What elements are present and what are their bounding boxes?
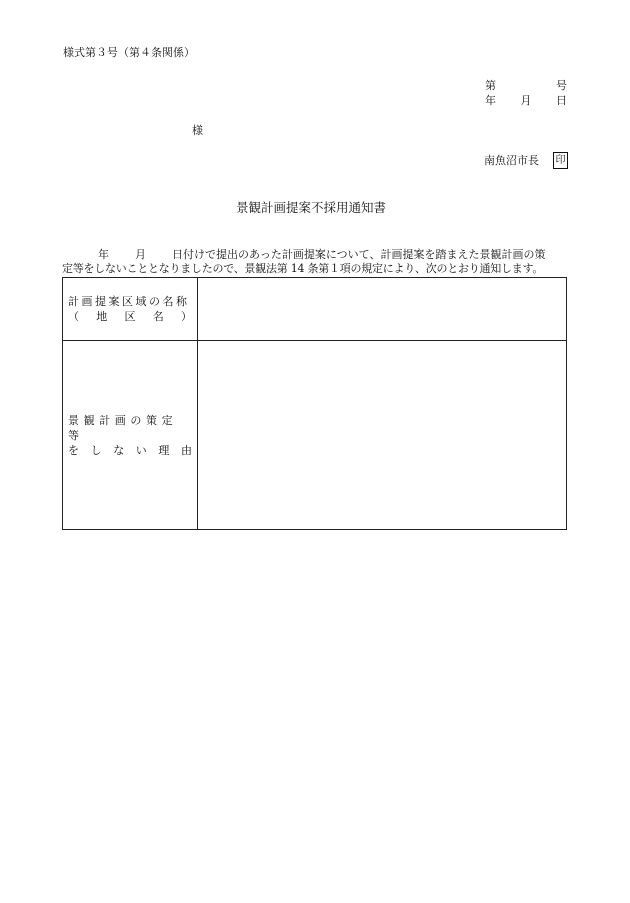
- table-row-district: [63, 278, 567, 341]
- doc-number-suffix: 号: [556, 79, 567, 92]
- value-district-name[interactable]: [198, 278, 567, 341]
- form-number: 様式第３号（第４条関係）: [63, 46, 195, 59]
- date-month: 月: [520, 94, 532, 107]
- addressee-suffix: 様: [192, 124, 203, 137]
- body-line-1-text: 日付けで提出のあった計画提案について、計画提案を踏まえた景観計画の策: [172, 248, 546, 261]
- notification-table: [62, 277, 567, 530]
- body-month: 月: [135, 248, 146, 261]
- document-number-line: [485, 79, 567, 93]
- body-year: 年: [98, 248, 109, 261]
- label-district-line-2: （ 地 区 名 ）: [68, 310, 192, 323]
- label-reason-line-2: を し な い 理 由: [68, 443, 192, 457]
- document-date: [485, 94, 567, 108]
- body-line-2: 定等をしないこととなりましたので、景観法第 14 条第１項の規定により、次のとおり通知します。: [62, 262, 544, 275]
- value-reason[interactable]: [198, 341, 567, 530]
- seal-mark: 印: [553, 152, 568, 169]
- sender-name: 南魚沼市長: [484, 154, 539, 167]
- label-reason-line-1: 景観計画の策定等: [68, 413, 178, 442]
- date-day: 日: [556, 94, 567, 107]
- body-line-1: [62, 248, 567, 262]
- doc-number-prefix: 第: [485, 79, 496, 92]
- label-district-line-1: 計画提案区域の名称: [68, 295, 190, 308]
- date-year: 年: [485, 94, 496, 107]
- label-district-name: [63, 278, 198, 341]
- document-title: 景観計画提案不採用通知書: [236, 200, 387, 215]
- table-row-reason: [63, 341, 567, 530]
- label-reason: [63, 341, 198, 530]
